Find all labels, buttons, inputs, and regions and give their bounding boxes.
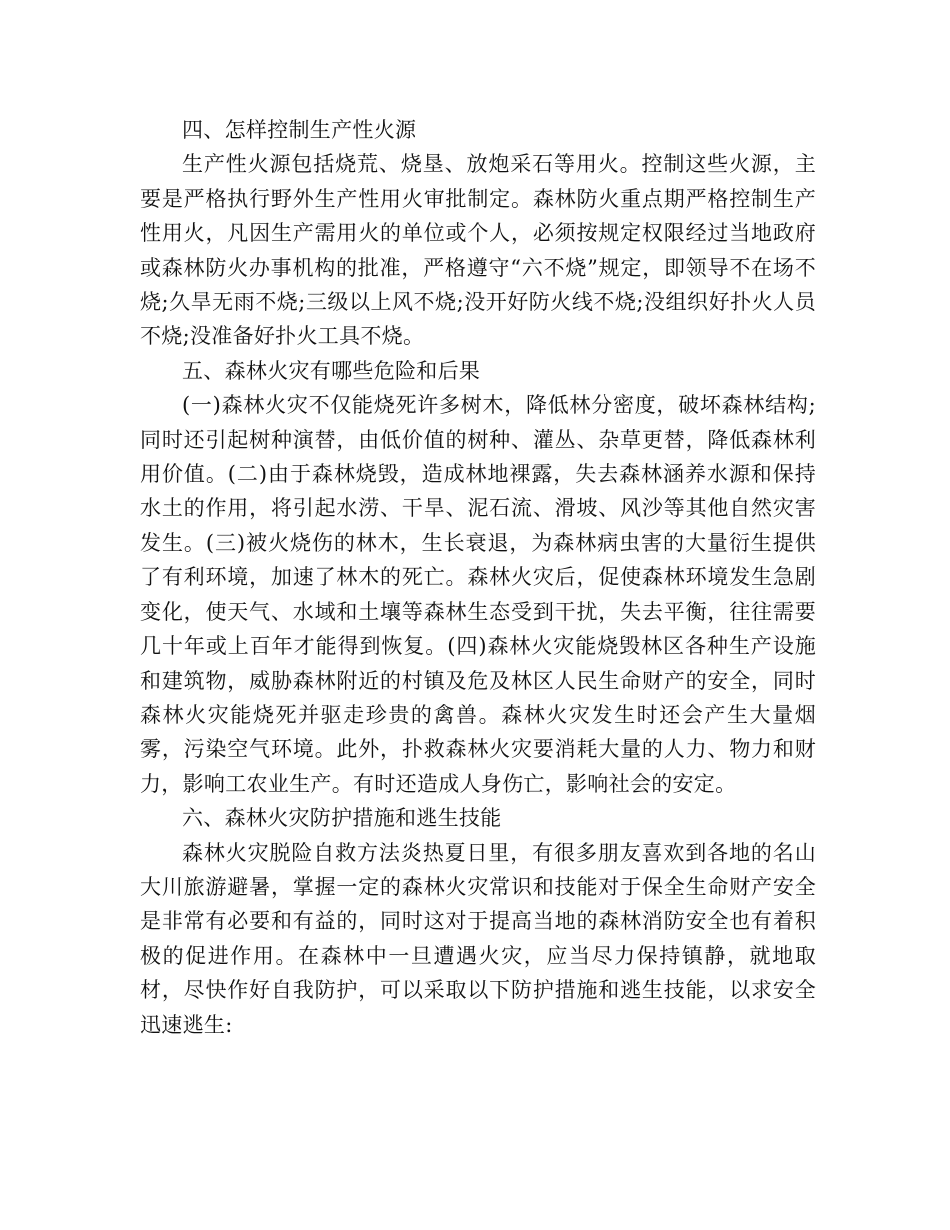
section-paragraph-4: 生产性火源包括烧荒、烧垦、放炮采石等用火。控制这些火源，主要是严格执行野外生产性用火审批制定。森林防火重点期严格控制生产性用火，凡因生产需用火的单位或个人，必须按规定权限经过当地政府或森林防火办事机构的批准，严格遵守“六不烧”规定，即领导不在场不烧;久旱无雨不烧;三级以上风不烧;没开好防火线不烧;没组织好扑火人员不烧;没准备好扑火工具不烧。 xyxy=(140,152,816,349)
document-page xyxy=(140,113,816,1042)
section-heading-4: 四、怎样控制生产性火源 xyxy=(182,118,417,142)
section-heading-6: 六、森林火灾防护措施和逃生技能 xyxy=(182,806,502,831)
section-paragraph-6: 森林火灾脱险自救方法炎热夏日里，有很多朋友喜欢到各地的名山大川旅游避暑，掌握一定的森林火灾常识和技能对于保全生命财产安全是非常有必要和有益的，同时这对于提高当地的森林消防安全也有着积极的促进作用。在森林中一旦遭遇火灾，应当尽力保持镇静，就地取材，尽快作好自我防护，可以采取以下防护措施和逃生技能，以求安全迅速逃生: xyxy=(140,840,816,1037)
section-paragraph-5: (一)森林火灾不仅能烧死许多树木，降低林分密度，破坏森林结构;同时还引起树种演替，由低价值的树种、灌丛、杂草更替，降低森林利用价值。(二)由于森林烧毁，造成林地裸露，失去森林涵养水源和保持水土的作用，将引起水涝、干旱、泥石流、滑坡、风沙等其他自然灾害发生。(三)被火烧伤的林木，生长衰退，为森林病虫害的大量衍生提供了有利环境，加速了林木的死亡。森林火灾后，促使森林环境发生急剧变化，使天气、水域和土壤等森林生态受到干扰，失去平衡，往往需要几十年或上百年才能得到恢复。(四)森林火灾能烧毁林区各种生产设施和建筑物，威胁森林附近的村镇及危及林区人民生命财产的安全，同时森林火灾能烧死并驱走珍贵的禽兽。森林火灾发生时还会产生大量烟雾，污染空气环境。此外，扑救森林火灾要消耗大量的人力、物力和财力，影响工农业生产。有时还造成人身伤亡，影响社会的安定。 xyxy=(140,393,816,796)
section-heading-5: 五、森林火灾有哪些危险和后果 xyxy=(182,358,481,383)
